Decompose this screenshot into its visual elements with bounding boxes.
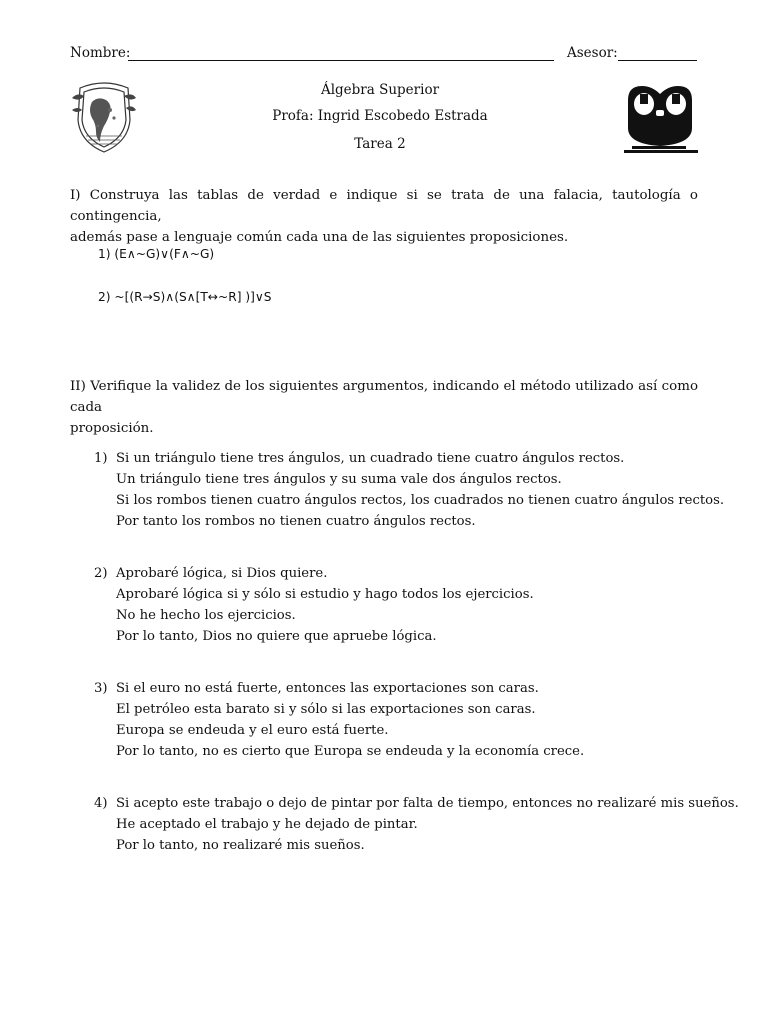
name-label: Nombre:	[70, 45, 131, 61]
argument-line: Si un triángulo tiene tres ángulos, un cuadrado tiene cuatro ángulos rectos.	[116, 451, 625, 466]
section-1-line-1: I) Construya las tablas de verdad e indique si se trata de una falacia, tautología o contingencia,	[70, 188, 698, 224]
argument-line: El petróleo esta barato si y sólo si las exportaciones son caras.	[116, 702, 536, 717]
argument-line: He aceptado el trabajo y he dejado de pintar.	[116, 817, 418, 832]
professor-name: Profa: Ingrid Escobedo Estrada	[272, 108, 488, 124]
owl-logo-icon	[622, 84, 698, 156]
section-2-line-1: II) Verifique la validez de los siguientes argumentos, indicando el método utilizado así como cada	[70, 379, 698, 415]
argument-number: 4)	[94, 796, 108, 811]
argument-line: Si los rombos tienen cuatro ángulos rectos, los cuadrados no tienen cuatro ángulos rectos.	[116, 493, 725, 508]
formula-1: 1) (E∧~G)∨(F∧~G)	[98, 247, 215, 261]
argument-line: Un triángulo tiene tres ángulos y su suma vale dos ángulos rectos.	[116, 472, 562, 487]
argument-line: Por lo tanto, no es cierto que Europa se endeuda y la economía crece.	[116, 744, 585, 759]
argument-line: Si el euro no está fuerte, entonces las exportaciones son caras.	[116, 681, 539, 696]
header-fields	[70, 45, 697, 65]
argument-line: No he hecho los ejercicios.	[116, 608, 296, 623]
name-field[interactable]	[128, 60, 554, 61]
course-title: Álgebra Superior	[320, 82, 440, 98]
section-1-line-2: además pase a lenguaje común cada una de las siguientes proposiciones.	[70, 230, 569, 245]
formula-2: 2) ~[(R→S)∧(S∧[T↔~R] )]∨S	[98, 290, 272, 304]
section-1-instructions	[70, 185, 698, 248]
argument-number: 2)	[94, 566, 108, 581]
argument-line: Por lo tanto, Dios no quiere que apruebe lógica.	[116, 629, 437, 644]
argument-line: Por lo tanto, no realizaré mis sueños.	[116, 838, 365, 853]
advisor-field[interactable]	[618, 60, 697, 61]
argument-line: Aprobaré lógica, si Dios quiere.	[116, 566, 328, 581]
argument-line: Europa se endeuda y el euro está fuerte.	[116, 723, 389, 738]
unam-seal-icon	[70, 80, 138, 156]
advisor-label: Asesor:	[567, 45, 618, 61]
argument-line: Por tanto los rombos no tienen cuatro ángulos rectos.	[116, 514, 476, 529]
argument-line: Aprobaré lógica si y sólo si estudio y hago todos los ejercicios.	[116, 587, 534, 602]
argument-number: 3)	[94, 681, 108, 696]
argument-number: 1)	[94, 451, 108, 466]
argument-line: Si acepto este trabajo o dejo de pintar por falta de tiempo, entonces no realizaré mis sueños.	[116, 796, 739, 811]
assignment-title: Tarea 2	[354, 136, 406, 152]
section-2-line-2: proposición.	[70, 421, 154, 436]
section-2-instructions	[70, 376, 698, 439]
